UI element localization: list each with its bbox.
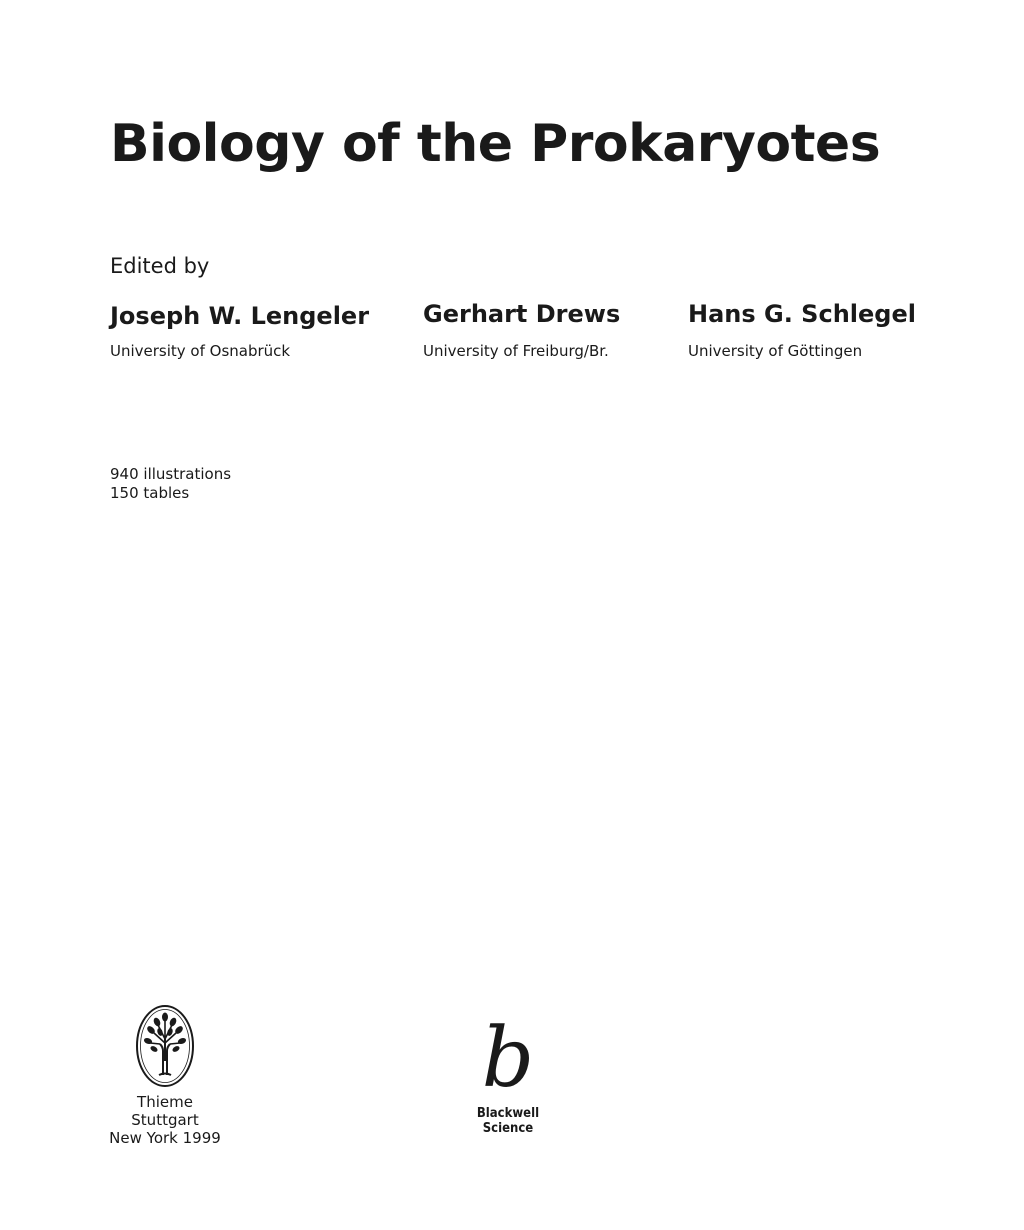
editor-name: Joseph W. Lengeler bbox=[110, 302, 370, 330]
thieme-city-year: New York 1999 bbox=[109, 1129, 221, 1147]
tree-oval-icon bbox=[134, 1003, 196, 1089]
thieme-name: Thieme bbox=[137, 1093, 193, 1111]
book-title: Biology of the Prokaryotes bbox=[110, 114, 881, 174]
blackwell-logo-letter: b bbox=[481, 1011, 535, 1106]
tables-count: 150 tables bbox=[110, 484, 190, 502]
edited-by-label: Edited by bbox=[110, 254, 210, 278]
editor-name: Hans G. Schlegel bbox=[688, 300, 916, 328]
publisher-blackwell bbox=[462, 1011, 554, 1136]
editor-affiliation: University of Freiburg/Br. bbox=[423, 342, 609, 360]
editor-drews bbox=[423, 302, 620, 359]
blackwell-name-line2: Science bbox=[482, 1121, 534, 1136]
editor-name: Gerhart Drews bbox=[423, 300, 621, 328]
editor-schlegel bbox=[688, 302, 916, 359]
editor-affiliation: University of Osnabrück bbox=[110, 342, 291, 360]
editor-affiliation: University of Göttingen bbox=[688, 342, 863, 360]
publisher-thieme bbox=[100, 1003, 230, 1147]
illustrations-count: 940 illustrations bbox=[110, 465, 232, 483]
blackwell-name-line1: Blackwell bbox=[476, 1106, 540, 1121]
editor-lengeler bbox=[110, 304, 369, 359]
thieme-city: Stuttgart bbox=[131, 1111, 199, 1129]
book-counts bbox=[110, 465, 231, 503]
